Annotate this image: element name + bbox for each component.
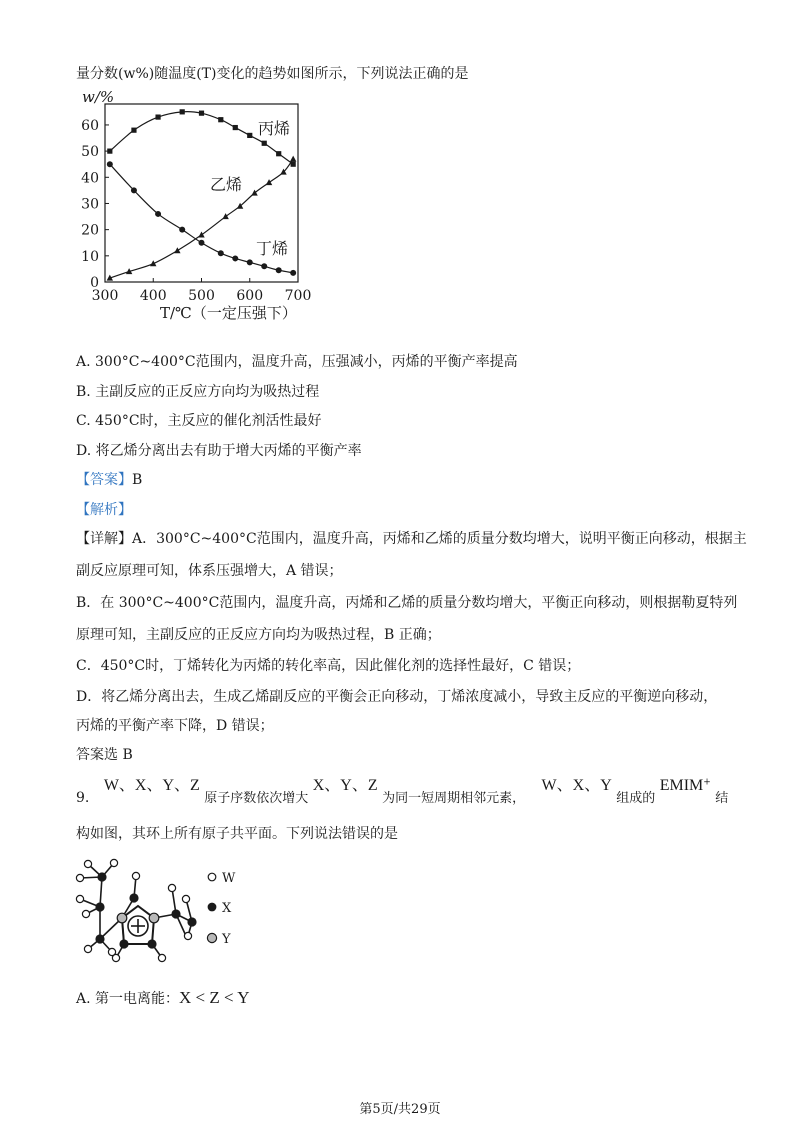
data-point-circle: [155, 211, 161, 217]
series-line: [110, 159, 293, 278]
question-9-line-2: 构如图，其环上所有原子共平面。下列说法错误的是: [76, 826, 398, 842]
data-point-square: [131, 128, 136, 133]
data-point-square: [262, 141, 267, 146]
data-point-circle: [218, 250, 224, 256]
data-point-circle: [179, 227, 185, 233]
data-point-circle: [247, 259, 253, 265]
detail-text: A．300°C~400°C范围内，温度升高，丙烯和乙烯的质量分数均增大，说明平衡正向移动，根据主: [132, 531, 747, 547]
answer-row: [76, 472, 142, 489]
x-tick-label: 300: [91, 288, 119, 304]
question-9-stem: [76, 777, 729, 806]
x-tick-label: 400: [139, 288, 167, 304]
charge-superscript: +: [703, 777, 711, 788]
data-point-circle: [232, 255, 238, 261]
data-point-circle: [131, 187, 137, 193]
data-point-square: [107, 149, 112, 154]
data-point-circle: [199, 240, 205, 246]
x-tick-label: 500: [188, 288, 215, 304]
data-point-square: [276, 151, 281, 156]
data-point-triangle: [266, 179, 272, 185]
detail-tag: 【详解】: [76, 531, 132, 547]
series-label-propene: 丙烯: [258, 119, 291, 138]
data-point-square: [233, 125, 238, 130]
data-point-circle: [107, 161, 113, 167]
option-a: A. 300°C~400°C范围内，温度升高，压强减小，丙烯的平衡产率提高: [76, 354, 518, 370]
data-point-square: [199, 111, 204, 116]
q9-option-a: [76, 988, 250, 1008]
y-tick-label: 10: [81, 248, 99, 265]
xlabel-text: T/℃（一定压强下）: [160, 304, 297, 322]
analysis-tag: 【解析】: [76, 502, 132, 518]
data-point-triangle: [174, 247, 180, 253]
y-tick-label: 60: [81, 117, 99, 134]
formula-wxyz: W、X、Y、Z: [103, 777, 200, 794]
y-tick-label: 40: [81, 170, 99, 187]
legend-y-marker: [207, 933, 216, 942]
option-a-text: A. 第一电离能：: [76, 991, 180, 1007]
answer-tag: 【答案】: [76, 472, 132, 488]
data-point-circle: [261, 263, 267, 269]
detail-line-3: B．在 300°C~400°C范围内，温度升高，丙烯和乙烯的质量分数均增大，平衡正向移动，则根据勒夏特列: [76, 595, 738, 611]
detail-line-8: 答案选 B: [76, 747, 133, 763]
answer-value: B: [132, 472, 143, 488]
data-point-circle: [276, 267, 282, 273]
mass-fraction-chart: [60, 82, 330, 332]
option-a-formula: X < Z < Y: [179, 988, 250, 1007]
y-tick-label: 0: [90, 275, 99, 291]
y-axis-label: w/%: [82, 88, 115, 106]
legend-y-label: Y: [222, 932, 231, 947]
data-point-square: [247, 133, 252, 138]
formula-emim: EMIM: [659, 777, 704, 794]
data-point-triangle: [290, 156, 296, 162]
formula-wxy: W、X、Y: [541, 777, 612, 794]
question-stem-line: 量分数(w%)随温度(T)变化的趋势如图所示，下列说法正确的是: [76, 66, 469, 82]
detail-line-6: D．将乙烯分离出去，生成乙烯副反应的平衡会正向移动，丁烯浓度减小，导致主反应的平衡逆向移动，: [76, 689, 718, 705]
text-seg: 为同一短周期相邻元素，: [382, 791, 526, 806]
legend-x-marker: [208, 903, 217, 912]
question-number: 9.: [76, 790, 90, 806]
data-point-square: [218, 117, 223, 122]
text-seg: 结: [715, 791, 729, 806]
data-point-square: [155, 114, 160, 119]
detail-line-2: 副反应原理可知，体系压强增大，A 错误；: [76, 563, 343, 579]
option-d: D. 将乙烯分离出去有助于增大丙烯的平衡产率: [76, 443, 362, 459]
legend-x-label: X: [222, 901, 232, 916]
data-point-triangle: [198, 231, 204, 237]
y-tick-label: 50: [81, 144, 99, 161]
detail-line-4: 原理可知，主副反应的正反应方向均为吸热过程，B 正确；: [76, 627, 441, 643]
detail-line-1: [76, 531, 747, 548]
y-tick-label: 20: [81, 222, 99, 239]
x-tick-label: 600: [236, 288, 264, 304]
page-footer: 第5页/共29页: [359, 1102, 441, 1117]
data-point-triangle: [222, 213, 228, 219]
detail-line-5: C．450°C时，丁烯转化为丙烯的转化率高，因此催化剂的选择性最好，C 错误；: [76, 658, 581, 674]
emim-structure-diagram: [66, 852, 256, 964]
option-c: C. 450°C时，主反应的催化剂活性最好: [76, 413, 322, 429]
x-tick-label: 700: [284, 288, 312, 304]
series-label-ethene: 乙烯: [210, 175, 243, 194]
formula-xyz: X、Y、Z: [312, 777, 378, 794]
data-point-circle: [290, 270, 296, 276]
detail-line-7: 丙烯的平衡产率下降，D 错误；: [76, 718, 274, 734]
series-label-butene: 丁烯: [256, 239, 289, 258]
y-tick-label: 30: [81, 196, 99, 213]
option-b: B. 主副反应的正反应方向均为吸热过程: [76, 384, 320, 400]
text-seg: 组成的: [616, 791, 656, 806]
legend-w-label: W: [222, 871, 236, 886]
text-seg: 原子序数依次增大: [204, 791, 309, 806]
data-point-square: [180, 109, 185, 114]
legend-w-marker: [208, 873, 216, 881]
